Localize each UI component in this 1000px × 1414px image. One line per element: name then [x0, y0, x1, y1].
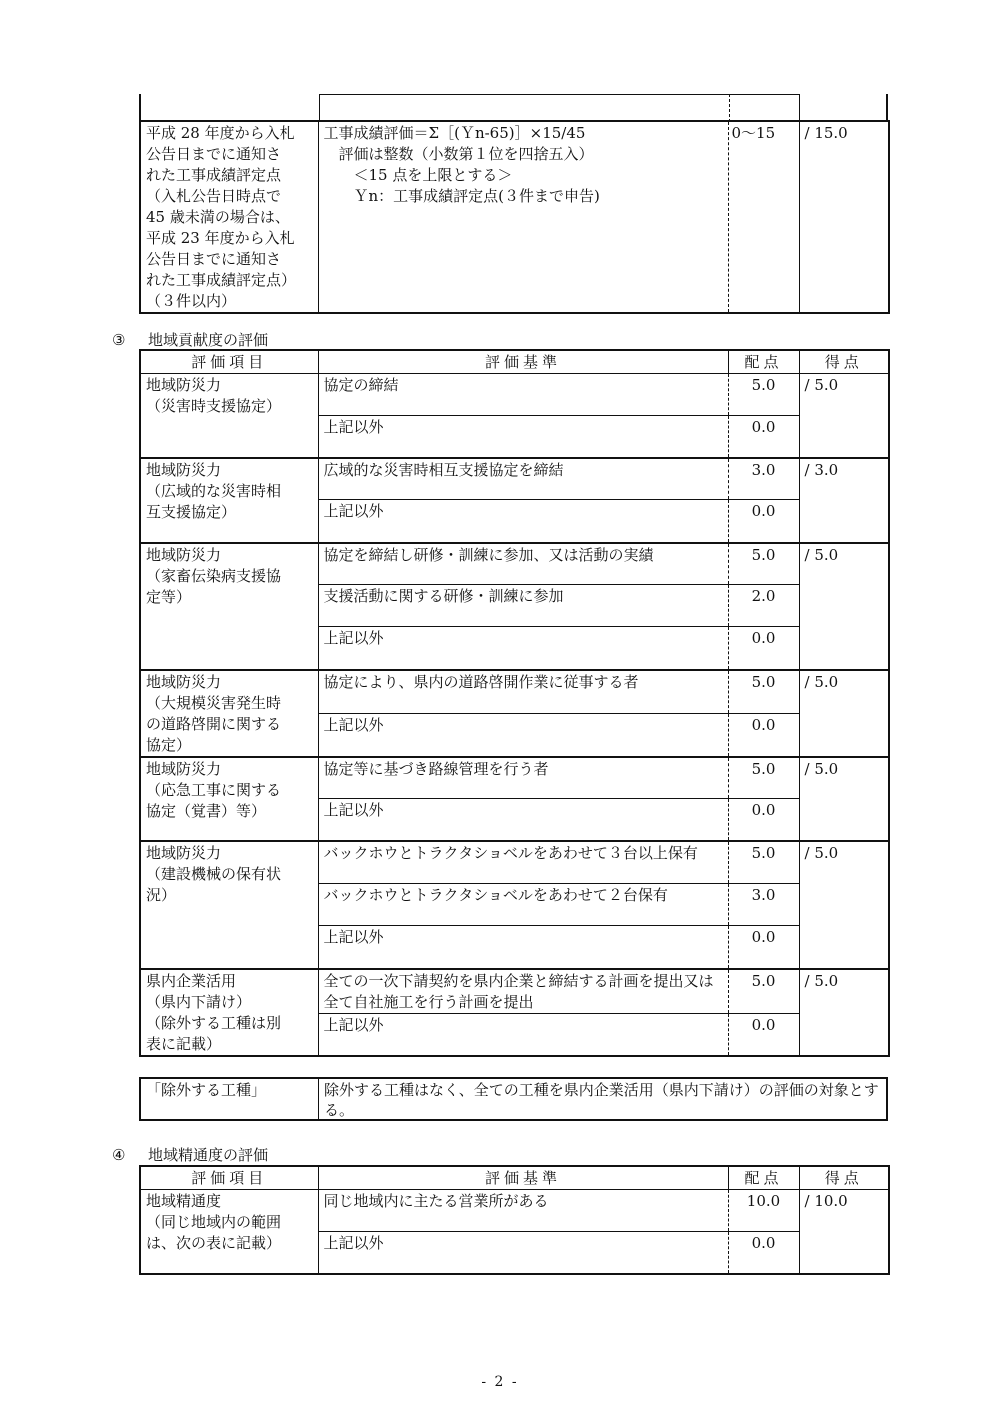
- criterion: 上記以外: [318, 1013, 728, 1055]
- item-line: （除外する工種は別: [146, 1013, 282, 1032]
- top-item-cell: [140, 121, 318, 313]
- header-points: 配点: [728, 350, 799, 374]
- points: 5.0: [728, 543, 799, 585]
- points: 0.0: [728, 1013, 799, 1055]
- points: 0.0: [728, 714, 799, 757]
- section4-title: [112, 1145, 268, 1165]
- top-criterion-cell: [318, 121, 728, 313]
- score: / 5.0: [799, 670, 889, 757]
- points: 5.0: [728, 969, 799, 1014]
- table-row: [140, 670, 889, 714]
- exclusion-note: [139, 1077, 888, 1121]
- item-line: （入札公告日時点で: [146, 187, 282, 205]
- score: / 5.0: [799, 543, 889, 670]
- points: 0.0: [728, 416, 799, 458]
- header-score: 得点: [799, 1166, 889, 1190]
- evaluation-item: [140, 757, 318, 841]
- criterion: 上記以外: [318, 500, 728, 543]
- item-line: （広域的な災害時相: [146, 481, 282, 500]
- item-line: 地域防災力: [146, 672, 222, 691]
- item-line: 平成 28 年度から入札: [146, 124, 295, 142]
- table-row: [140, 969, 889, 1014]
- points: 10.0: [728, 1190, 799, 1232]
- criterion-line: Ｙn：工事成績評定点(３件まで申告): [323, 187, 600, 205]
- item-line: れた工事成績評定点）: [146, 271, 297, 289]
- item-line: 協定（覚書）等）: [146, 801, 267, 820]
- item-line: れた工事成績評定点: [146, 166, 282, 184]
- points: 0.0: [728, 926, 799, 969]
- criterion: 協定等に基づき路線管理を行う者: [318, 757, 728, 799]
- header-item: 評価項目: [140, 350, 318, 374]
- criterion: 広域的な災害時相互支援協定を締結: [318, 458, 728, 500]
- table-row: [140, 757, 889, 799]
- table-row: [140, 841, 889, 884]
- header-points: 配点: [728, 1166, 799, 1190]
- evaluation-item: [140, 543, 318, 670]
- table-row: [140, 374, 889, 416]
- points: 3.0: [728, 884, 799, 926]
- item-line: の道路啓開に関する: [146, 714, 282, 733]
- criterion-line: 評価は整数（小数第１位を四捨五入）: [323, 145, 594, 163]
- evaluation-item: [140, 374, 318, 458]
- evaluation-item: [140, 841, 318, 969]
- header-item: 評価項目: [140, 1166, 318, 1190]
- top-points: 0～15: [728, 121, 799, 313]
- points: 2.0: [728, 585, 799, 627]
- section4-number: ④: [112, 1146, 126, 1164]
- criterion: 協定の締結: [318, 374, 728, 416]
- criterion-line: ＜15 点を上限とする＞: [323, 166, 513, 184]
- item-line: 公告日までに通知さ: [146, 145, 282, 163]
- section4-table: [139, 1165, 890, 1275]
- header-criteria: 評価基準: [318, 1166, 728, 1190]
- item-line: （同じ地域内の範囲: [146, 1213, 282, 1231]
- points: 0.0: [728, 799, 799, 841]
- item-line: 況）: [146, 885, 177, 904]
- points: 0.0: [728, 500, 799, 543]
- criterion: 上記以外: [318, 926, 728, 969]
- points: 5.0: [728, 841, 799, 884]
- header-row: [140, 1166, 889, 1190]
- header-row: [140, 350, 889, 374]
- evaluation-item: [140, 969, 318, 1056]
- criterion: 上記以外: [318, 714, 728, 757]
- criterion-line: 工事成績評価＝Σ［(Ｙn-65)］×15/45: [323, 124, 586, 142]
- item-line: 地域防災力: [146, 759, 222, 778]
- section3-title: [112, 330, 268, 350]
- item-line: 45 歳未満の場合は、: [146, 208, 290, 226]
- item-line: （県内下請け）: [146, 992, 252, 1011]
- header-criteria: 評価基準: [318, 350, 728, 374]
- evaluation-item: [140, 1190, 318, 1274]
- section4-title-text: 地域精通度の評価: [148, 1146, 269, 1164]
- score: / 3.0: [799, 458, 889, 543]
- score: / 5.0: [799, 841, 889, 969]
- top-table: [139, 120, 890, 314]
- item-line: 表に記載）: [146, 1034, 222, 1053]
- item-line: 協定）: [146, 735, 192, 754]
- top-table-stub: [139, 94, 888, 122]
- item-line: （３件以内）: [146, 292, 237, 310]
- section3-number: ③: [112, 331, 126, 349]
- item-line: 公告日までに通知さ: [146, 250, 282, 268]
- exclusion-note-text: 除外する工種はなく、全ての工種を県内企業活用（県内下請け）の評価の対象とする。: [324, 1081, 879, 1119]
- criterion: 上記以外: [318, 416, 728, 458]
- item-line: 互支援協定）: [146, 502, 237, 521]
- exclusion-note-label: 「除外する工種」: [141, 1079, 319, 1119]
- item-line: 平成 23 年度から入札: [146, 229, 295, 247]
- criterion: バックホウとトラクタショベルをあわせて３台以上保有: [318, 841, 728, 884]
- item-line: は、次の表に記載）: [146, 1234, 282, 1252]
- item-line: 県内企業活用: [146, 971, 237, 990]
- evaluation-item: [140, 670, 318, 757]
- points: 0.0: [728, 627, 799, 670]
- evaluation-item: [140, 458, 318, 543]
- item-line: 地域防災力: [146, 460, 222, 479]
- header-score: 得点: [799, 350, 889, 374]
- criterion: 協定を締結し研修・訓練に参加、又は活動の実績: [318, 543, 728, 585]
- criterion: 上記以外: [318, 799, 728, 841]
- score: / 5.0: [799, 374, 889, 458]
- item-line: 定等）: [146, 587, 192, 606]
- top-score: / 15.0: [799, 121, 889, 313]
- points: 5.0: [728, 670, 799, 714]
- item-line: 地域防災力: [146, 376, 222, 394]
- points: 0.0: [728, 1232, 799, 1274]
- table-row: [140, 458, 889, 500]
- criterion: 協定により、県内の道路啓開作業に従事する者: [318, 670, 728, 714]
- points: 3.0: [728, 458, 799, 500]
- item-line: 地域精通度: [146, 1192, 222, 1210]
- score: / 5.0: [799, 969, 889, 1056]
- points: 5.0: [728, 374, 799, 416]
- score: / 5.0: [799, 757, 889, 841]
- item-line: （建設機械の保有状: [146, 864, 282, 883]
- item-line: （災害時支援協定）: [146, 397, 282, 415]
- page-number: - 2 -: [481, 1374, 519, 1390]
- item-line: （応急工事に関する: [146, 780, 282, 799]
- table-row: [140, 1190, 889, 1232]
- score: / 10.0: [799, 1190, 889, 1274]
- section3-table: [139, 349, 890, 1057]
- item-line: 地域防災力: [146, 545, 222, 564]
- table-row: [140, 543, 889, 585]
- item-line: （大規模災害発生時: [146, 693, 282, 712]
- criterion: 支援活動に関する研修・訓練に参加: [318, 585, 728, 627]
- criterion: 全ての一次下請契約を県内企業と締結する計画を提出又は全て自社施工を行う計画を提出: [318, 969, 728, 1014]
- criterion: 上記以外: [318, 1232, 728, 1274]
- criterion: 上記以外: [318, 627, 728, 670]
- item-line: （家畜伝染病支援協: [146, 566, 282, 585]
- criterion: 同じ地域内に主たる営業所がある: [318, 1190, 728, 1232]
- item-line: 地域防災力: [146, 843, 222, 862]
- section3-title-text: 地域貢献度の評価: [148, 331, 269, 349]
- criterion: バックホウとトラクタショベルをあわせて２台保有: [318, 884, 728, 926]
- points: 5.0: [728, 757, 799, 799]
